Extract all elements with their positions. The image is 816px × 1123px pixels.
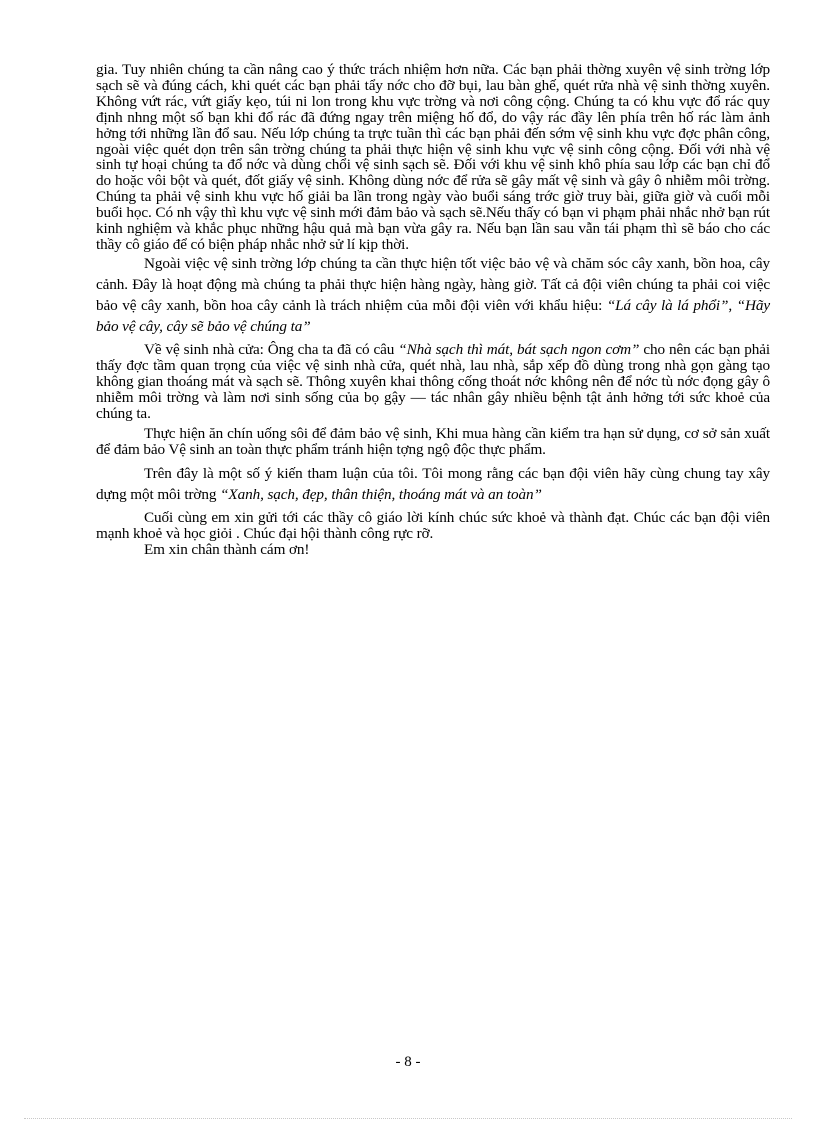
closing-line: Em xin chân thành cám ơn!: [144, 541, 310, 559]
proverb-quote: “Nhà sạch thì mát, bát sạch ngon cơm”: [398, 340, 640, 358]
paragraph-1: gia. Tuy nhiên chúng ta cần nâng cao ý thức trách nhiệm hơn nữa. Các bạn phải thờng xuyên vệ sinh trờng lớp sạch sẽ và đúng cách, khi quét các bạn phải tẩy nớc cho đỡ bụi, lau bàn ghế, quét rửa nhà vệ sinh thờng xuyên. Không vứt rác, vứt giấy kẹo, túi ni lon trong khu vực trờng và nơi công cộng. Chúng ta có khu vực đổ rác quy định nhng một số bạn khi đổ rác đã đứng ngay trên miệng hố đổ, do vậy rác đầy lên phía trên hố rác làm ảnh hởng tới những lần đổ sau. Nếu lớp chúng ta trực tuần thì các bạn phải đến sớm vệ sinh khu vực đợc phân công, ngoài việc quét dọn trên sân trờng chúng ta phải thực hiện vệ sinh khu vực vệ sinh công cộng. Đối với nhà vệ sinh tự hoại chúng ta đổ nớc và dùng chổi vệ sinh sạch sẽ. Đối với khu vệ sinh khô phía sau lớp các bạn chỉ đổ do hoặc vôi bột và quét, đốt giấy vệ sinh. Không dùng nớc để rửa sẽ gây mất vệ sinh và gây ô nhiễm môi trờng. Chúng ta phải vệ sinh khu vực hố giải ba lần trong ngày vào buổi sáng trớc giờ truy bài, giữa giờ và cuối mỗi buổi học. Có nh vậy thì khu vực vệ sinh mới đảm bảo và sạch sẽ.Nếu thấy có bạn vi phạm phải nhắc nhở bạn rút kinh nghiệm và khắc phục những hậu quả mà bạn vừa gây ra. Nếu bạn lần sau vẫn tái phạm thì sẽ báo cho các thầy cô giáo để có biện pháp nhắc nhở sử lí kịp thời.: [96, 61, 770, 253]
paragraph-5: [96, 463, 770, 505]
paragraph-4: Thực hiện ăn chín uống sôi để đảm bảo vệ sinh, Khi mua hàng cần kiểm tra hạn sử dụng, cơ sở sản xuất để đảm bảo Vệ sinh an toàn thực phẩm tránh hiện tợng ngộ độc thực phẩm.: [96, 425, 770, 459]
paragraph-5-text: Trên đây là một số ý kiến tham luận của tôi. Tôi mong rằng các bạn đội viên hãy cùng chung tay xây dựng một môi trờng: [96, 465, 770, 504]
paragraph-6: Cuối cùng em xin gửi tới các thầy cô giáo lời kính chúc sức khoẻ và thành đạt. Chúc các bạn đội viên mạnh khoẻ và học giỏi . Chúc đại hội thành công rực rỡ.: [96, 509, 770, 543]
slogan-separator: ,: [728, 296, 737, 314]
slogan-2: “Hãy bảo vệ cây, cây sẽ bảo vệ chúng ta”: [96, 296, 770, 335]
document-body: [96, 62, 770, 558]
bottom-divider: [24, 1118, 792, 1119]
paragraph-3: [96, 342, 770, 422]
paragraph-2: [96, 253, 770, 337]
paragraph-3-rest: cho nên các bạn phải thấy đợc tầm quan trọng của việc vệ sinh nhà cửa, quét nhà, lau nhà, sắp xếp đồ dùng trong nhà gọn gàng tạo không gian thoáng mát và sạch sẽ. Thông xuyên khai thông cống thoát nớc không nên để nớc tù nớc đọng gây ô nhiễm môi trờng và làm nơi sinh sống của bọ gậy — tác nhân gây nhiều bệnh tật ảnh hởng tới sức khoẻ của chúng ta.: [96, 340, 770, 422]
paragraph-2-text: Ngoài việc vệ sinh trờng lớp chúng ta cần thực hiện tốt việc bảo vệ và chăm sóc cây xanh, bồn hoa, cây cảnh. Đây là hoạt động mà chúng ta phải thực hiện hàng ngày, hàng giờ. Tất cả đội viên chúng ta phải coi việc bảo vệ cây xanh, bồn hoa cây cảnh là trách nhiệm của mỗi đội viên với khẩu hiệu:: [96, 254, 770, 314]
environment-slogan: “Xanh, sạch, đẹp, thân thiện, thoáng mát và an toàn”: [220, 486, 542, 504]
paragraph-3-text: Về vệ sinh nhà cửa: Ông cha ta đã có câu: [144, 340, 399, 358]
slogan-1: “Lá cây là lá phổi”: [606, 296, 729, 314]
page-number: - 8 -: [395, 1054, 421, 1070]
